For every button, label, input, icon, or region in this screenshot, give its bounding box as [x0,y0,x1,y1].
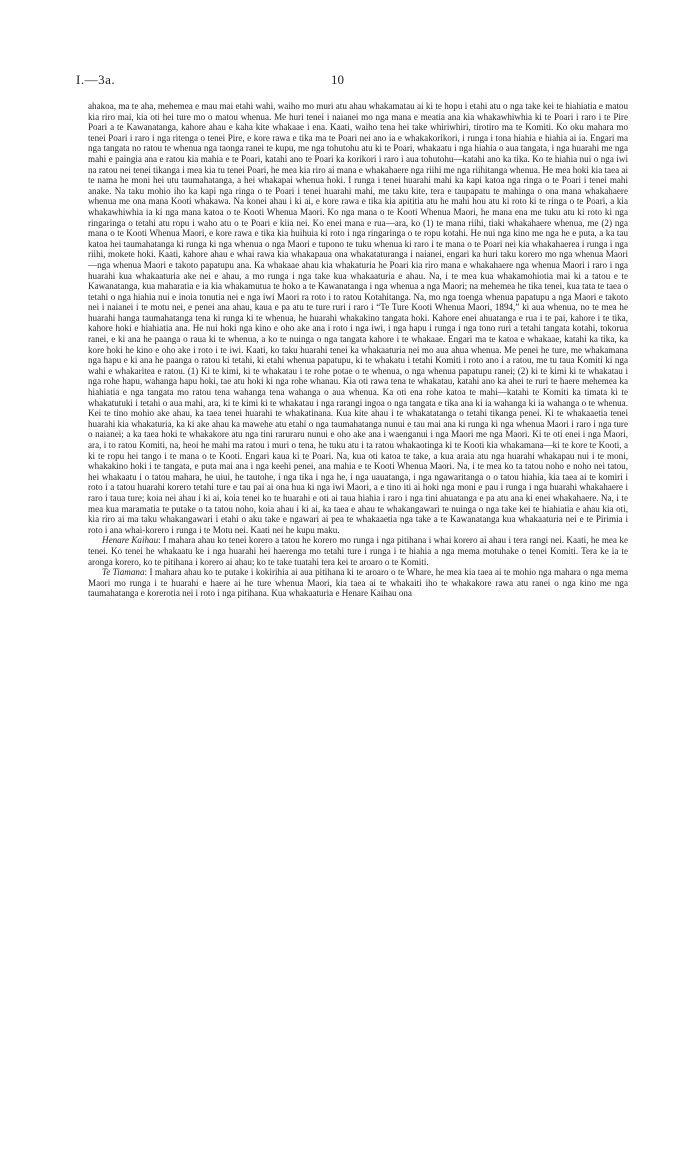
paragraph-text: I mahara ahau ko tenei korero a tatou he korero mo runga i nga pitihana i whai korero ai ahau i tera rangi nei. Kaati, he mea ke tenei. Ko tenei he whakaatu ke i nga huarahi hei haerenga mo tetahi ture i runga i te hiahia a nga mema motuhake o tenei Komiti. Tera ke ia te aronga korero, ko te pitihana i korero ai ahau; ko te take tuatahi tera kei te aroaro o te Komiti. [88,535,628,567]
paragraph-text: ahakoa, ma te aha, mehemea e mau mai etahi wahi, waiho mo muri atu ahau whakamatau ai ki te hopu i etahi atu o nga take kei te hiahiatia e matou kia riro mai, kia oti hei ture mo o matou whenua. Me huri tenei i naianei mo nga mana e meatia ana kia whakawhiwhia ki te Poari i raro i te Pire Poari a te Kawanatanga, kahore ahau e kaha kite whakaae i ena. Kaati, waiho tena hei take whiriwhiri, tirotiro ma te Komiti. Ko oku mahara mo tenei Poari i raro i nga ritenga o tenei Pire, e kore rawa e tika ma te Poari nei ano ia e whakakorikori, i runga i tona hiahia e hiahia ai ia. Engari ma nga tangata no ratou te whenua nga taonga ranei te kupu, me nga tohutohu atu ki te Poari, whakaatu i nga hiahia o aua tangata, i nga huarahi me nga mahi e paingia ana e ratou kia mahia e te Poari, katahi ano te Poari ka korikori i raro i aua tohutohu—katahi ano ka tika. Ko te hiahia nui o nga iwi na ratou nei tenei tikanga i mea kia tu tenei Poari, he mea kia riro ai mana e whakahaere nga riihi me nga riihitanga whenua. He mea hoki kia taea ai te nama he moni hei utu taumahatanga, a hei whakapai whenua hoki. I runga i tenei huarahi mahi ka kapi katoa nga ringa o te Poari i tenei mahi anake. Na taku mohio iho ka kapi nga ringa o te Poari i tenei huarahi mahi, me taku kite, tera e taupapatu te mahinga o ona mana whakahaere whenua me ona mana Kooti whakawa. Na konei ahau i ki ai, e kore rawa e tika kia apititia atu he mahi hou atu ki roto ki te ringa o te Poari, a kia whakawhiwhia ia ki nga mana katoa o te Kooti Whenua Maori. Ko nga mana o te Kooti Whenua Maori, he mana ena me tuku atu ki roto ki nga ringaringa o tetahi atu ropu i waho atu o te Poari e kiia nei. Ko enei mana e rua—ara, ko (1) te mana riihi, tiaki whakahaere whenua, me (2) nga mana o te Kooti Whenua Maori, e kore rawa e tika kia huihuia ki roto i nga ringaringa o te ropu kotahi. He nui nga kino me nga he e puta, a ka tau katoa hei taumahatanga ki runga ki nga whenua o nga Maori e tupono te tuku whenua ki raro i te mana o te Poari nei kia whakahaerea i runga i nga riihi, mokete hoki. Kaati, kahore ahau e whai rawa kia whakapaua ona whakataturanga i naianei, engari ka huri taku korero mo nga whenua Maori—nga whenua Maori e takoto papatupu ana. Ka whakaae ahau kia whakaturia he Poari kia riro mana e whakahaere nga whenua Maori i raro i nga huarahi kua whakaaturia ake nei e ahau, a mo runga i nga take kua whakaaturia e ahau. Na, i te mea kua whakamohiotia mai ki a tatou e te Kawanatanga, kua maharatia e ia kia whakamutua te hoko a te Kawanatanga i nga whenua a nga Maori; na mehemea he tika tenei, kua tata te taea o tetahi o nga hiahia nui e inoia tonutia nei e nga iwi Maori ra roto i to ratou Kotahitanga. Na, mo nga toenga whenua papatupu a nga Maori e takoto nei i naianei i te motu nei, e penei ana ahau, kaua e pa atu te ture ruri i raro i “Te Ture Kooti Whenua Maori, 1894,” ki aua whenua, no te mea he huarahi hanga taumahatanga tena ki runga ki te whenua, he huarahi whakakino tangata hoki. Kahore enei ahuatanga e rua i te pai, kahore i te tika, kahore hoki e hiahiatia ana. He nui hoki nga kino e oho ake ana i roto i nga iwi, i nga hapu i runga i nga tono ruri a tetahi tangata kotahi, tokorua ranei, e ki ana he paanga o raua ki te whenua, a ko te nuinga o nga tangata kahore i te whakaae. Engari ma te katoa e whakaae, katahi ka tika, ka kore hoki he kino e oho ake i roto i te iwi. Kaati, ko taku huarahi tenei ka whakaaturia nei mo aua ahua whenua. Me penei he ture, me whakamana nga hapu e ki ana he paanga o ratou ki tetahi, ki etahi whenua papatupu, ki te whakatu i tetahi Komiti i roto ano i a ratou, me tu taua Komiti ki nga wahi e whakaritea e ratou. (1) Ki te kimi, ki te whakatau i te rohe potae o te whenua, o nga whenua papatupu ranei; (2) ki te kimi ki te whakatau i nga rohe hapu, wahanga hapu hoki, tae atu hoki ki nga rohe whanau. Kia oti rawa tena te whakatau, katahi ano ka ahei te ruri te haere mehemea ka hiahiatia e nga tangata mo ratou tena wahanga tena wahanga o aua whenua. Ka oti ena rohe katoa te mahi—katahi te Komiti ka timata ki te whakatutuki i tetahi o aua mahi, ara, ki te kimi ki te whakatau i nga rarangi ingoa o nga tangata e tika ana ki ia wahanga ki ia wahanga o te whenua. Kei te tino mohio ake ahau, ka taea tenei huarahi te whakatinana. Kua kite ahau i te whakatatanga o tetahi tikanga penei. Ki te whakaaetia tenei huarahi kia whakaturia, ka ki ake ahau ka mawehe atu etahi o nga taumahatanga nunui e tau mai ana ki runga ki nga whenua Maori i raro i nga ture o naianei; a ka taea hoki te whakakore atu nga tini raruraru nunui e oho ake ana i waenganui i nga Maori me nga Maori. Ki te oti enei i nga Maori, ara, i to ratou Komiti, na, heoi he mahi ma ratou i muri o tena, he tuku atu i ta ratou whakaotinga ki te Kooti kia whakamana—ki te kore te Kooti, a ki te ropu hei tango i te mana o te Kooti. Engari kaua ki te Poari. Na, kua oti katoa te take, a kua araia atu nga huarahi whakapau nui i te moni, whakakino hoki i te tangata, e puta mai ana i nga keehi penei, ana mahia e te Kooti Whenua Maori. Na, i te mea ko ta tatou noho e noho nei tatou, hei whakaatu i o tatou mahara, he uiui, he tautohe, i nga tika i nga he, i nga uauatanga, i nga ngawaritanga o o tatou hiahia, kia taea ai te komiri i roto i a tatou huarahi korero tetahi ture e tau pai ai ona hua ki nga iwi Maori, a e tino iti ai hoki nga moni e pau i runga i nga huarahi whakahaere i raro i taua ture; koia nei ahau i ki ai, koia tenei ko te huarahi e oti ai taua hiahia i raro i nga tini ahuatanga e pa atu ana ki enei whakahaere. Na, i te mea kua maramatia te putake o ta tatou noho, koia ahau i ki ai, ka taea e ahau te whakangawari te nuinga o nga take kei te hiahiatia e ahau kia oti, kia riro ai ma taku whakangawari i etahi o aku take e ngawari ai pea te whakaaetia nga take a te Kawanatanga kua whakaaturia nei e te Pirimia i roto i ana whai-korero i runga i te Motu nei. Kaati nei he kupu maku. [88,101,628,535]
page-header [76,72,627,88]
page-number: 10 [331,72,344,87]
speaker-name: Te Tiamana [102,567,145,578]
page-body [88,101,628,599]
paragraph-text: I mahara ahau ko te putake i kokirihia ai aua pitihana ki te aroaro o te Whare, he mea kia taea ai te mohio nga mahara o nga mema Maori mo runga i te huarahi e haere ai he ture whenua Maori, kia taea ai te whakaiti iho te whakakore rawa atu ranei o nga kino me nga taumahatanga e korerotia nei i roto i nga pitihana. Kua whakaaturia e Henare Kaihau ona [88,567,628,599]
document-reference: I.—3a. [76,72,116,87]
paragraph-2: Henare Kaihau: I mahara ahau ko tenei korero a tatou he korero mo runga i nga pitihana i whai korero ai ahau i tera rangi nei. Kaati, he mea ke tenei. Ko tenei he whakaatu ke i nga huarahi hei haerenga mo tetahi ture i runga i te hiahia a nga mema motuhake o tenei Komiti. Tera ke ia te aronga korero, ko te pitihana i korero ai ahau; ko te take tuatahi tera kei te aroaro o te Komiti. [88,535,628,567]
paragraph-1 [88,101,628,535]
speaker-name: Henare Kaihau [102,535,159,546]
paragraph-3: Te Tiamana: I mahara ahau ko te putake i kokirihia ai aua pitihana ki te aroaro o te Whare, he mea kia taea ai te mohio nga mahara o nga mema Maori mo runga i te huarahi e haere ai he ture whenua Maori, kia taea ai te whakaiti iho te whakakore rawa atu ranei o nga kino me nga taumahatanga e korerotia nei i roto i nga pitihana. Kua whakaaturia e Henare Kaihau ona [88,567,628,599]
